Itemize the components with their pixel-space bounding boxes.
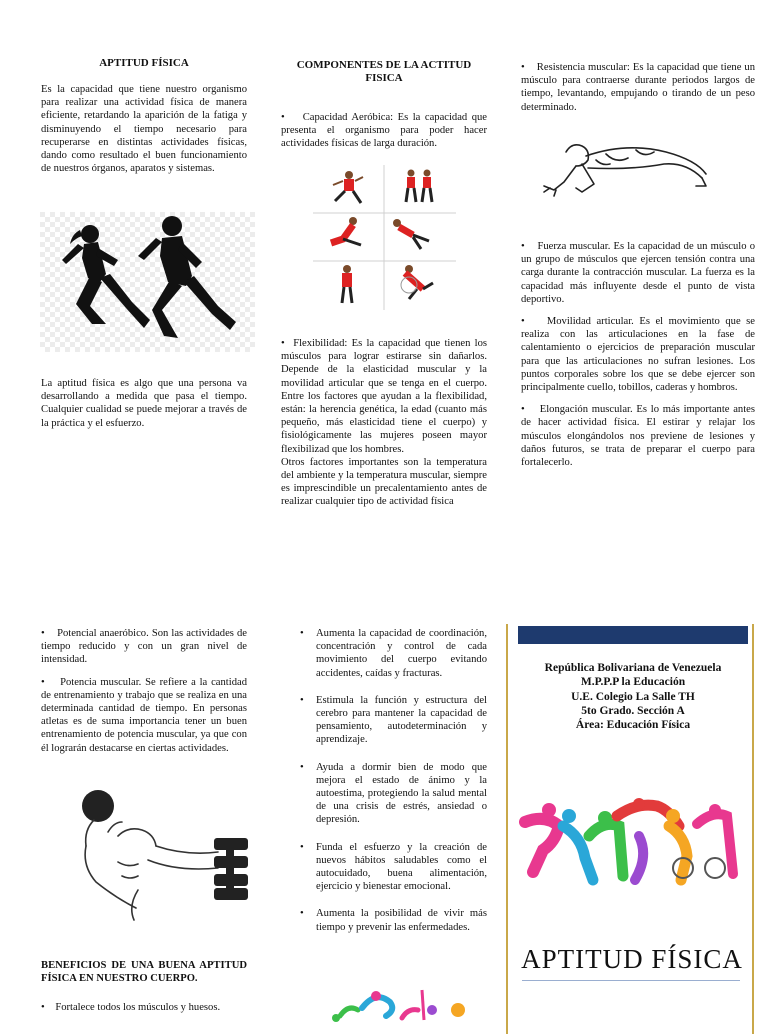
- aptitud-development-text: La aptitud física es algo que una persona va desarrollando a medida que pasa el tiempo. Cualquier cualidad se puede mejorar a través de la práctica y el esfuerzo.: [41, 378, 247, 429]
- bullet-dot: •: [41, 676, 45, 688]
- elongation-text: Elongación muscular. Es lo más importante antes de hacer actividad física. El estirar y relajar los músculos elongándolos nos previene de lesiones y daños futuros, se trata de preparar el cuerpo para fortalecerlo.: [521, 404, 755, 469]
- list-item-benefit-4: [300, 761, 487, 827]
- power-text: Potencia muscular. Se refiere a la cantidad de entrenamiento y trabajo que se realiza en una determinada cantidad de tiempo. En personas atletas es de suma importancia tener un buen entrenamiento de potencia muscular, ya que con él lograrán destacarse en ciertas actividades.: [41, 676, 247, 754]
- strength-text: Fuerza muscular. Es la capacidad de un músculo o un grupo de músculos que ejercen tensión contra una carga durante la contracción muscular. La fuerza es la capacidad más influyente desde el punto de vista deportivo.: [521, 241, 756, 305]
- pushup-icon: [536, 134, 712, 226]
- list-item-resistance: [521, 61, 755, 114]
- bullet-dot: •: [300, 908, 304, 920]
- bullet-dot: •: [521, 404, 525, 416]
- aerobic-text: Capacidad Aeróbica: Es la capacidad que presenta el organismo para poder hacer actividades físicas de larga duración.: [281, 112, 488, 150]
- benefit-4-text: Ayuda a dormir bien de modo que mejora el estado de ánimo y la autoestima, protegiendo la salud mental de una crisis de estrés, ansiedad o depresión.: [316, 761, 487, 826]
- flexibility-text: Flexibilidad: Es la capacidad que tienen los músculos para lograr estirarse sin dañarlos. Depende de la elasticidad muscular y la movilidad articular que se tenga en el cuerpo. Entre los factores que ayudan a la flexibilidad, están: la herencia genética, la edad (cuanto más pequeño, más elasticidad tiene el cuerpo) y fisiológicamente las mujeres poseen mayor flexibilizad que los hombres.: [281, 338, 487, 455]
- bullet-dot: •: [300, 628, 304, 639]
- cover-heading: [520, 661, 746, 732]
- bullet-dot: •: [41, 628, 45, 639]
- mobility-text: Movilidad articular. Es el movimiento que se realiza con las articulaciones en la fase de calentamiento o ejercicios de preparación muscular para que las articulaciones no sufran lesiones. Los puntos corporales sobre los que se debe ejercer son principalmente cuello, tobillos, caderas y hombros.: [521, 316, 755, 394]
- section-title-aptitud: APTITUD FÍSICA: [99, 57, 189, 69]
- list-item-mobility: [521, 315, 755, 394]
- list-item-benefit-6: [300, 907, 487, 933]
- cover-title-underline: [522, 980, 740, 981]
- cover-school: U.E. Colegio La Salle TH: [571, 690, 695, 703]
- colorful-athletes-icon: [326, 984, 476, 1024]
- column-3: [521, 61, 755, 123]
- column-4: [41, 627, 247, 764]
- cover-grade: 5to Grado. Sección A: [581, 704, 685, 717]
- list-item-benefit-3: [300, 694, 487, 747]
- benefits-title: BENEFICIOS DE UNA BUENA APTITUD FÍSICA EN NUESTRO CUERPO.: [41, 960, 247, 985]
- list-item-power: [41, 676, 247, 755]
- list-item-aerobic: [281, 111, 487, 151]
- bullet-dot: •: [300, 694, 304, 706]
- benefit-5-text: Funda el esfuerzo y la creación de nuevos hábitos saludables como el autocuidado, buena alimentación, ejercicio y bienestar emocional.: [316, 841, 487, 893]
- bullet-dot: •: [281, 112, 285, 123]
- cover-area: Área: Educación Física: [575, 719, 691, 732]
- exercise-grid-icon: [313, 165, 456, 310]
- list-item-elongation: [521, 403, 755, 469]
- bullet-dot: •: [521, 316, 525, 328]
- weightlifter-icon: [48, 786, 248, 922]
- bullet-dot: •: [41, 1002, 45, 1014]
- bullet-dot: •: [281, 338, 285, 349]
- cover-title: APTITUD FÍSICA: [521, 944, 743, 974]
- column-1: [41, 57, 247, 184]
- cover-ministry: M.P.P.P la Educación: [580, 676, 686, 689]
- anaerobic-text: Potencial anaeróbico. Son las actividades de tiempo reducido y con un gran nivel de intensidad.: [41, 628, 247, 666]
- bullet-dot: •: [521, 241, 525, 252]
- column-2: [281, 59, 487, 160]
- column-4-benefits: [41, 959, 247, 1024]
- runners-silhouette-icon: [40, 212, 255, 352]
- column-2-body: [281, 337, 487, 509]
- aptitud-definition: Es la capacidad que tiene nuestro organismo para realizar una actividad física de manera eficiente, retardando la aparición de la fatiga y disminuyendo el tiempo necesario para recuperarse en distintas actividades físicas, dando como resultado el buen funcionamiento de nuestros órganos, aparatos y sistemas.: [41, 84, 247, 175]
- list-item-anaerobic: [41, 627, 247, 667]
- list-item-benefit-5: [300, 841, 487, 894]
- bullet-dot: •: [300, 841, 304, 853]
- colorful-sports-silhouettes-icon: [519, 796, 739, 888]
- list-item-benefit-1: [41, 1001, 247, 1014]
- benefit-1-text: Fortalece todos los músculos y huesos.: [55, 1002, 221, 1014]
- column-5: [300, 627, 487, 934]
- cover-header-bar: [518, 626, 748, 644]
- column-3-body: [521, 240, 755, 478]
- bullet-dot: •: [521, 62, 525, 73]
- cover-country: República Bolivariana de Venezuela: [544, 662, 722, 674]
- benefit-2-text: Aumenta la capacidad de coordinación, concentración y control de cada movimiento del cuerpo evitando accidentes, caídas y fracturas.: [316, 628, 487, 679]
- benefit-3-text: Estimula la función y estructura del cerebro para mantener la capacidad de pensamiento, autodeterminación y aprendizaje.: [316, 694, 487, 746]
- benefit-6-text: Aumenta la posibilidad de vivir más tiempo y prevenir las enfermedades.: [316, 908, 487, 933]
- list-item-strength: [521, 240, 755, 306]
- column-1-body: [41, 377, 247, 439]
- bullet-dot: •: [300, 761, 304, 773]
- other-factors-text: Otros factores importantes son la temperatura del ambiente y la temperatura muscular, siempre es imprescindible un precalentamiento antes de realizar cualquier tipo de actividad física: [281, 456, 487, 508]
- list-item-flexibility: [281, 337, 487, 456]
- list-item-benefit-2: [300, 627, 487, 680]
- resistance-text: Resistencia muscular: Es la capacidad que tiene un músculo para contraerse durante periodos largos de tiempo, levantando, empujando o tirando de un peso determinado.: [521, 62, 756, 113]
- section-title-componentes: COMPONENTES DE LA ACTITUD FISICA: [296, 59, 472, 84]
